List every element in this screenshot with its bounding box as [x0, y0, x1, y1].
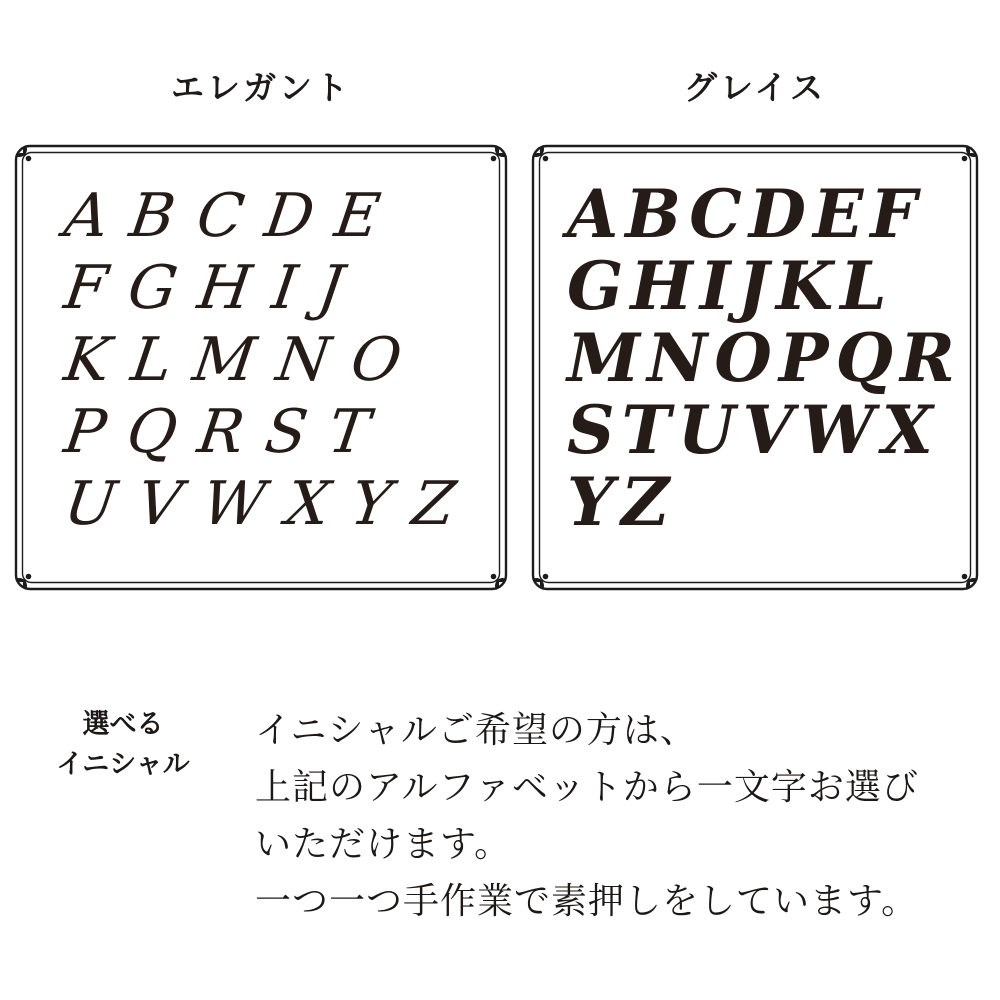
alphabet-row: UVWXYZ — [60, 469, 482, 539]
description-line: 一つ一つ手作業で素押しをしています。 — [255, 880, 919, 921]
choose-initial-label-line: イニシャル — [56, 749, 190, 779]
choose-initial-label-line: 選べる — [82, 709, 164, 739]
choose-initial-label — [38, 704, 208, 784]
alphabet-row: YZ — [567, 463, 677, 541]
alphabet-row: FGHIJ — [60, 253, 370, 323]
alphabet-row: GHIJKL — [567, 247, 894, 325]
description-line: 上記のアルファベットから一文字お選び — [255, 766, 919, 807]
alphabet-rows-grace — [531, 144, 979, 591]
initial-description — [255, 701, 975, 929]
alphabet-panel-grace — [531, 144, 979, 591]
alphabet-row: PQRST — [60, 397, 396, 467]
alphabet-rows-elegant — [14, 144, 508, 591]
panel-title-grace: グレイス — [683, 69, 827, 106]
alphabet-row: ABCDE — [60, 181, 407, 251]
alphabet-row: MNOPQR — [567, 319, 962, 397]
alphabet-row: KLMNO — [60, 325, 428, 395]
alphabet-panel-elegant — [14, 144, 508, 591]
alphabet-row: STUVWX — [567, 391, 940, 469]
description-line: いただけます。 — [255, 823, 512, 864]
description-line: イニシャルご希望の方は、 — [255, 709, 697, 750]
panel-title-elegant: エレガント — [171, 69, 351, 106]
alphabet-row: ABCDEF — [567, 175, 925, 253]
